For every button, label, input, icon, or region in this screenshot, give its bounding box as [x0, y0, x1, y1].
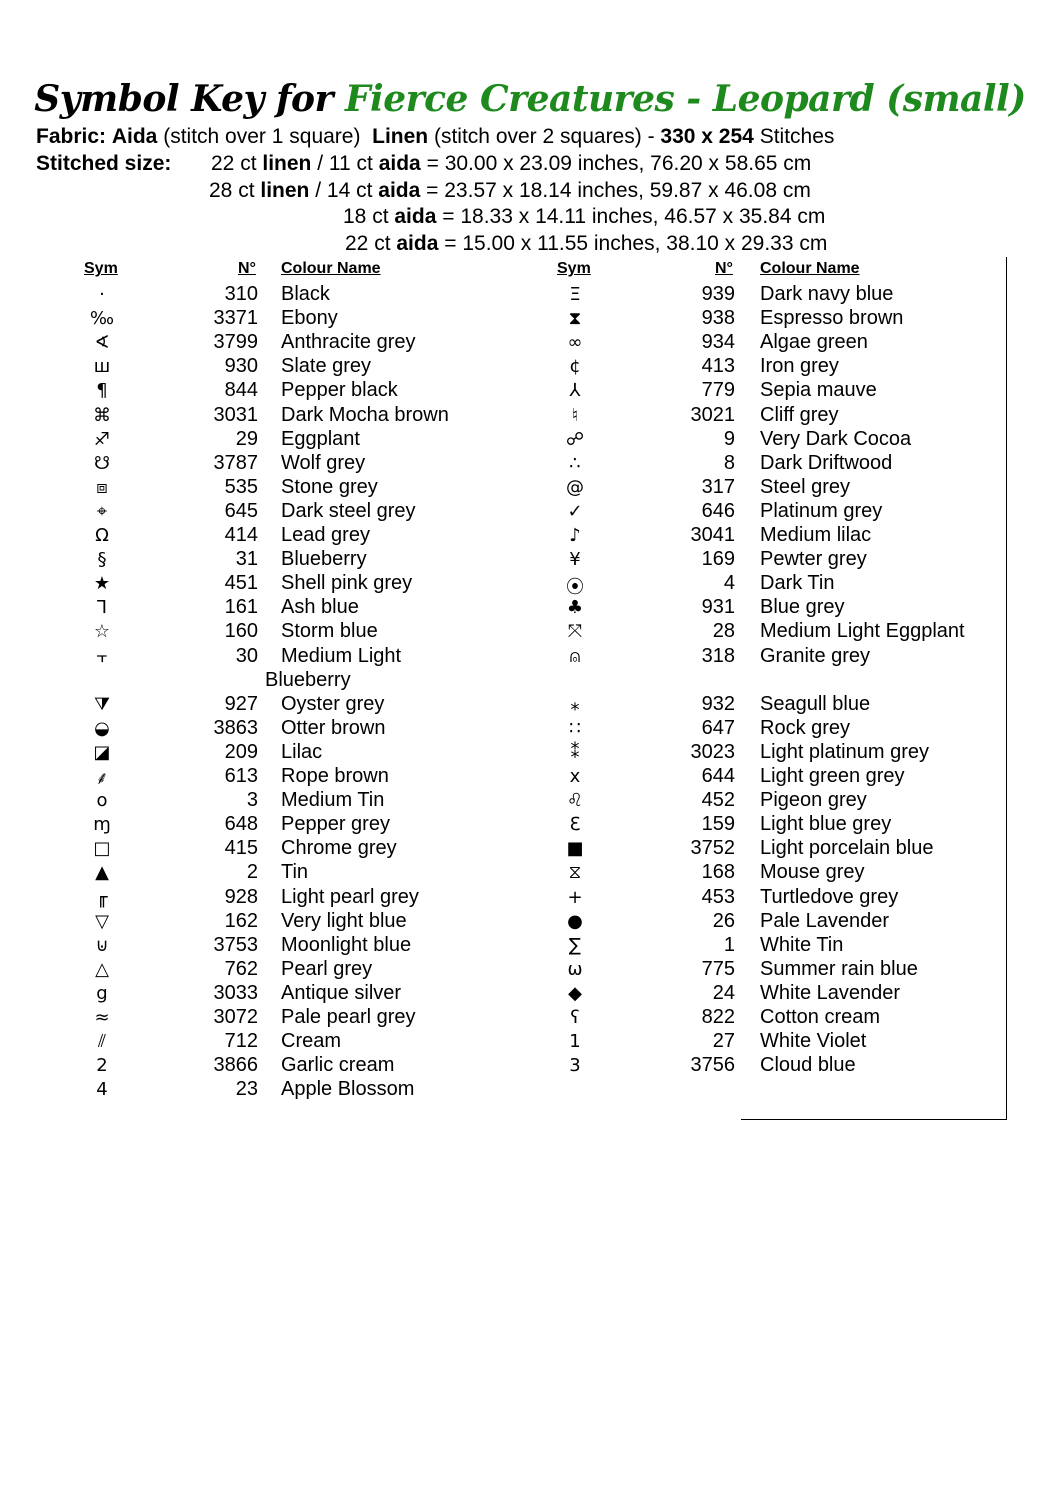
- floss-number: 24: [712, 981, 735, 1004]
- fabric-linen: Linen: [372, 125, 429, 148]
- stitch-symbol: ·: [99, 284, 105, 305]
- size-line-1: 22 ct linen / 11 ct aida = 30.00 x 23.09 inches, 76.20 x 58.65 cm: [211, 152, 812, 175]
- stitch-symbol: ☆: [93, 621, 111, 643]
- colour-name: Dark navy blue: [760, 283, 894, 305]
- floss-number: 779: [701, 379, 735, 402]
- colour-name: Espresso brown: [760, 307, 904, 330]
- stitch-symbol: ▲: [95, 862, 109, 884]
- colour-name: White Tin: [760, 933, 844, 956]
- colour-name: Tin: [281, 861, 309, 884]
- page-title: [0, 78, 1060, 120]
- floss-number: 29: [235, 427, 258, 450]
- floss-number: 3371: [213, 307, 258, 330]
- stitch-symbol: ω: [567, 958, 583, 980]
- floss-number: 938: [701, 307, 735, 330]
- floss-number: 3752: [690, 837, 735, 860]
- stitch-symbol: ╓: [96, 886, 108, 908]
- floss-number: 9: [723, 427, 735, 450]
- floss-number: 415: [224, 837, 258, 860]
- stitch-symbol: ☍: [565, 428, 585, 450]
- colour-name: Cream: [281, 1030, 342, 1053]
- stitch-symbol: g: [96, 982, 108, 1004]
- floss-number: 775: [701, 957, 735, 980]
- stitch-symbol: x: [569, 766, 581, 787]
- colour-name: Light porcelain blue: [760, 837, 934, 860]
- floss-number: 3753: [213, 933, 258, 956]
- stitch-symbol: ɱ: [93, 814, 111, 836]
- floss-number: 648: [224, 813, 258, 836]
- fabric-linen-note: (stitch over 2 squares) -: [433, 125, 655, 148]
- floss-number: 453: [701, 885, 735, 908]
- colour-name: Medium Light Eggplant: [760, 620, 965, 643]
- title-pattern-name: Fierce Creatures - Leopard (small): [345, 78, 1026, 120]
- floss-number: 644: [701, 765, 735, 787]
- colour-name: Seagull blue: [760, 692, 871, 715]
- floss-number: 318: [701, 644, 735, 667]
- colour-name: Light green grey: [760, 765, 905, 787]
- colour-name: Apple Blossom: [281, 1078, 415, 1101]
- colour-name: Platinum grey: [760, 499, 883, 522]
- floss-number: 160: [224, 620, 258, 643]
- stitch-symbol: ⸙: [95, 768, 109, 789]
- stitch-symbol: ✓: [567, 500, 583, 522]
- colour-name: Slate grey: [281, 355, 372, 378]
- stitch-symbol: ♮: [571, 404, 579, 426]
- size-line-2: 28 ct linen / 14 ct aida = 23.57 x 18.14 inches, 59.87 x 46.08 cm: [209, 179, 811, 202]
- stitch-symbol: ⧗: [568, 308, 582, 330]
- floss-number: 169: [701, 548, 735, 571]
- colour-name: Pale Lavender: [760, 909, 889, 932]
- colour-name: Summer rain blue: [760, 957, 918, 980]
- colour-name: Cotton cream: [760, 1006, 881, 1028]
- colour-name: Steel grey: [760, 475, 851, 498]
- stitch-symbol: @: [566, 476, 584, 498]
- stitch-symbol: ♌: [566, 790, 584, 812]
- colour-name-continued: Blueberry: [265, 668, 351, 691]
- colour-name: Anthracite grey: [281, 331, 416, 354]
- stitch-symbol: ⊍: [95, 934, 109, 956]
- colour-name: Medium lilac: [760, 524, 872, 546]
- colour-name: Light platinum grey: [760, 740, 929, 763]
- stitch-symbol: ☋: [94, 452, 110, 474]
- stitch-symbol: ⍝: [569, 645, 581, 667]
- colour-name: Shell pink grey: [281, 572, 413, 595]
- stitch-symbol: ◒: [94, 717, 110, 739]
- floss-number: 844: [224, 379, 258, 402]
- stitch-symbol: ∷: [569, 717, 581, 739]
- stitch-symbol: ℇ: [569, 814, 581, 836]
- colour-name: Turtledove grey: [760, 885, 899, 908]
- colour-name: Oyster grey: [281, 692, 385, 715]
- floss-number: 413: [701, 355, 735, 378]
- colour-name: Cloud blue: [760, 1054, 856, 1077]
- floss-number: 28: [712, 620, 735, 643]
- colour-name: Pepper black: [281, 379, 398, 402]
- stitch-symbol: ◆: [568, 982, 582, 1004]
- colour-name: Otter brown: [281, 716, 386, 739]
- floss-number: 3756: [690, 1054, 735, 1077]
- stitch-symbol: ⧩: [93, 693, 111, 715]
- stitch-symbol: ‰: [89, 308, 115, 330]
- stitch-symbol: ⅂: [96, 597, 108, 619]
- colour-name: Very Dark Cocoa: [760, 427, 912, 450]
- colour-name: Lilac: [281, 740, 323, 763]
- colour-name: Blueberry: [281, 548, 367, 571]
- stitch-symbol: ⧈: [96, 476, 108, 498]
- floss-number: 23: [235, 1078, 258, 1101]
- floss-number: 931: [701, 596, 735, 619]
- colour-name: Pepper grey: [281, 813, 390, 836]
- stitch-symbol: ∴: [569, 452, 581, 474]
- colour-name: Rock grey: [760, 716, 851, 739]
- floss-number: 162: [224, 909, 258, 932]
- stitch-symbol: ⅄: [569, 380, 581, 402]
- stitch-symbol: 3: [569, 1055, 581, 1077]
- stitch-symbol: ♣: [566, 597, 584, 619]
- colour-name: Ebony: [281, 307, 338, 330]
- floss-number: 452: [701, 789, 735, 812]
- colour-name: Very light blue: [281, 909, 407, 932]
- colour-name: Granite grey: [760, 644, 871, 667]
- stitch-symbol: ▽: [95, 910, 109, 932]
- stitch-symbol: ⤧: [567, 621, 583, 643]
- floss-number: 168: [701, 861, 735, 884]
- floss-number: 762: [224, 957, 258, 980]
- floss-number: 30: [235, 644, 258, 667]
- stitched-size-label: Stitched size:: [36, 152, 172, 175]
- stitch-symbol: ★: [93, 573, 111, 595]
- stitch-symbol: □: [93, 838, 111, 860]
- stitch-symbol: ◪: [93, 741, 111, 763]
- floss-number: 932: [701, 692, 735, 715]
- colour-name: Pearl grey: [281, 957, 373, 980]
- stitch-symbol: ∢: [94, 332, 110, 354]
- floss-number: 3: [246, 789, 258, 812]
- floss-number: 712: [224, 1030, 258, 1053]
- header-num-left: N°: [238, 260, 256, 277]
- floss-number: 3863: [213, 716, 258, 739]
- stitch-symbol: ⦿: [566, 577, 584, 599]
- colour-name: Eggplant: [281, 427, 360, 450]
- stitch-symbol: ш: [93, 356, 111, 378]
- floss-number: 3787: [213, 451, 258, 474]
- colour-name: Wolf grey: [281, 451, 366, 474]
- header-sym-left: Sym: [84, 260, 118, 277]
- stitch-symbol: 2: [96, 1055, 108, 1077]
- colour-name: Medium Tin: [281, 789, 385, 812]
- floss-number: 8: [723, 451, 735, 474]
- header-name-right: Colour Name: [760, 260, 860, 277]
- floss-number: 31: [235, 548, 258, 571]
- stitch-symbol: +: [567, 886, 583, 908]
- stitch-symbol: Ω: [95, 525, 109, 546]
- colour-name: Blue grey: [760, 596, 845, 619]
- floss-number: 451: [224, 572, 258, 595]
- stitch-symbol: ♐: [93, 428, 111, 450]
- stitch-symbol: 1: [569, 1031, 581, 1053]
- bottom-border-line: [741, 1119, 1007, 1120]
- colour-name: Rope brown: [281, 765, 389, 787]
- stitch-symbol: ¥: [569, 549, 581, 571]
- floss-number: 414: [224, 524, 258, 546]
- stitch-symbol: ¶: [96, 380, 108, 402]
- floss-number: 2: [246, 861, 258, 884]
- floss-number: 927: [224, 692, 258, 715]
- floss-number: 646: [701, 499, 735, 522]
- colour-name: Chrome grey: [281, 837, 397, 860]
- colour-name: Algae green: [760, 331, 868, 354]
- colour-name: Pigeon grey: [760, 789, 867, 812]
- stitch-symbol: ⁑: [570, 741, 580, 763]
- header-name-left: Colour Name: [281, 260, 381, 277]
- stitch-symbol: ¢: [569, 356, 581, 378]
- floss-number: 209: [224, 740, 258, 763]
- stitch-symbol: △: [95, 958, 109, 980]
- stitch-symbol: ■: [566, 838, 584, 860]
- stitch-symbol: ⫽: [97, 1031, 107, 1053]
- fabric-label: Fabric:: [36, 125, 107, 148]
- colour-name: Stone grey: [281, 475, 378, 498]
- floss-number: 645: [224, 499, 258, 522]
- title-prefix: Symbol Key for: [34, 78, 333, 120]
- floss-number: 3021: [690, 403, 735, 426]
- floss-number: 934: [701, 331, 735, 354]
- stitch-symbol: o: [96, 790, 108, 812]
- fabric-line: [36, 125, 834, 149]
- header-sym-right: Sym: [557, 260, 591, 277]
- stitch-symbol: ♪: [569, 525, 581, 546]
- floss-number: 647: [701, 716, 735, 739]
- colour-name: Dark Tin: [760, 572, 835, 595]
- colour-name: Pale pearl grey: [281, 1006, 416, 1028]
- colour-name: Dark steel grey: [281, 499, 416, 522]
- floss-number: 535: [224, 475, 258, 498]
- floss-number: 4: [723, 572, 735, 595]
- colour-name: Light pearl grey: [281, 885, 419, 908]
- colour-name: Antique silver: [281, 981, 402, 1004]
- floss-number: 3866: [213, 1054, 258, 1077]
- fabric-aida-note: (stitch over 1 square): [163, 125, 361, 148]
- floss-number: 317: [701, 475, 735, 498]
- size-line-3: 18 ct aida = 18.33 x 14.11 inches, 46.57 x 35.84 cm: [343, 205, 826, 228]
- stitch-symbol: ⧖: [568, 862, 582, 884]
- right-border-line: [1006, 257, 1007, 1119]
- colour-name: White Violet: [760, 1030, 867, 1053]
- floss-number: 310: [224, 283, 258, 305]
- stitch-count: 330 x 254: [660, 125, 754, 148]
- colour-name: Dark Driftwood: [760, 451, 893, 474]
- floss-number: 1: [723, 933, 735, 956]
- floss-number: 27: [712, 1030, 735, 1053]
- colour-name: Black: [281, 283, 330, 305]
- fabric-aida: Aida: [111, 125, 158, 148]
- floss-number: 3072: [213, 1006, 258, 1028]
- floss-number: 822: [701, 1006, 735, 1028]
- stitch-symbol: ∑: [568, 934, 582, 956]
- colour-name: Storm blue: [281, 620, 378, 643]
- floss-number: 26: [712, 909, 735, 932]
- stitch-symbol: ʕ: [570, 1007, 580, 1028]
- colour-name: Lead grey: [281, 524, 370, 546]
- colour-name: Sepia mauve: [760, 379, 877, 402]
- stitch-symbol: ⌖: [96, 500, 108, 522]
- stitch-symbol: ⫟: [96, 645, 108, 667]
- floss-number: 3031: [213, 403, 258, 426]
- size-line-4: 22 ct aida = 15.00 x 11.55 inches, 38.10 x 29.33 cm: [345, 232, 828, 255]
- colour-name: Mouse grey: [760, 861, 865, 884]
- stitch-symbol: ●: [567, 910, 583, 932]
- colour-name: Iron grey: [760, 355, 839, 378]
- stitch-symbol: ≈: [94, 1007, 110, 1028]
- floss-number: 3033: [213, 981, 258, 1004]
- stitch-symbol: Ξ: [569, 284, 581, 305]
- colour-name: Cliff grey: [760, 403, 839, 426]
- floss-number: 939: [701, 283, 735, 305]
- stitch-symbol: ∞: [567, 332, 583, 354]
- colour-name: Dark Mocha brown: [281, 403, 449, 426]
- stitches-label: Stitches: [759, 125, 835, 148]
- floss-number: 3799: [213, 331, 258, 354]
- colour-name: White Lavender: [760, 981, 901, 1004]
- colour-name: Ash blue: [281, 596, 359, 619]
- floss-number: 161: [224, 596, 258, 619]
- floss-number: 928: [224, 885, 258, 908]
- colour-name: Light blue grey: [760, 813, 892, 836]
- floss-number: 930: [224, 355, 258, 378]
- stitch-symbol: 4: [96, 1079, 108, 1101]
- stitch-symbol: ⁎: [570, 693, 580, 715]
- colour-name: Garlic cream: [281, 1054, 395, 1077]
- colour-name: Medium Light: [281, 644, 402, 667]
- floss-number: 613: [224, 765, 258, 787]
- stitch-symbol: §: [97, 549, 107, 571]
- colour-name: Moonlight blue: [281, 933, 412, 956]
- stitch-symbol: ⌘: [93, 404, 111, 426]
- floss-number: 3041: [690, 524, 735, 546]
- colour-name: Pewter grey: [760, 548, 867, 571]
- floss-number: 159: [701, 813, 735, 836]
- header-num-right: N°: [715, 260, 733, 277]
- floss-number: 3023: [690, 740, 735, 763]
